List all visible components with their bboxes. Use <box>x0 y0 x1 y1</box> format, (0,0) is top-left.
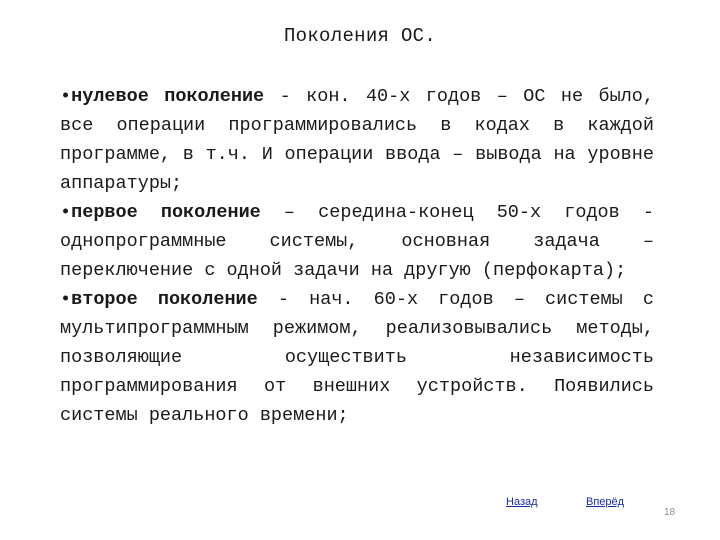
bullet-text: - кон. 40-х годов – ОС не было, все операции программировались в кодах в каждой программе, в т.ч. И операции ввода – вывода на уровне аппаратуры; <box>60 86 654 194</box>
bullet-term: второе поколение <box>71 289 258 310</box>
slide-title: Поколения ОС. <box>283 25 437 47</box>
bullet-term: нулевое поколение <box>71 86 265 107</box>
bullet-marker: • <box>60 86 72 107</box>
bullet-term: первое поколение <box>71 202 261 223</box>
back-link[interactable]: Назад <box>506 496 538 508</box>
bullet-marker: • <box>60 202 72 223</box>
bullet-item <box>60 82 654 198</box>
bullet-item <box>60 198 654 285</box>
bullet-marker: • <box>60 289 72 310</box>
forward-link[interactable]: Вперёд <box>586 496 625 508</box>
bullet-text: - нач. 60-х годов – системы с мультипрограммным режимом, реализовывались методы, позволяющие осуществить независимость программирования от внешних устройств. Появились системы реального времени; <box>60 289 654 426</box>
page-number: 18 <box>664 507 676 518</box>
slide-body <box>60 82 654 430</box>
bullet-text: – середина-конец 50-х годов - однопрограммные системы, основная задача – переключение с одной задачи на другую (перфокарта); <box>60 202 654 281</box>
bullet-item <box>60 285 654 430</box>
